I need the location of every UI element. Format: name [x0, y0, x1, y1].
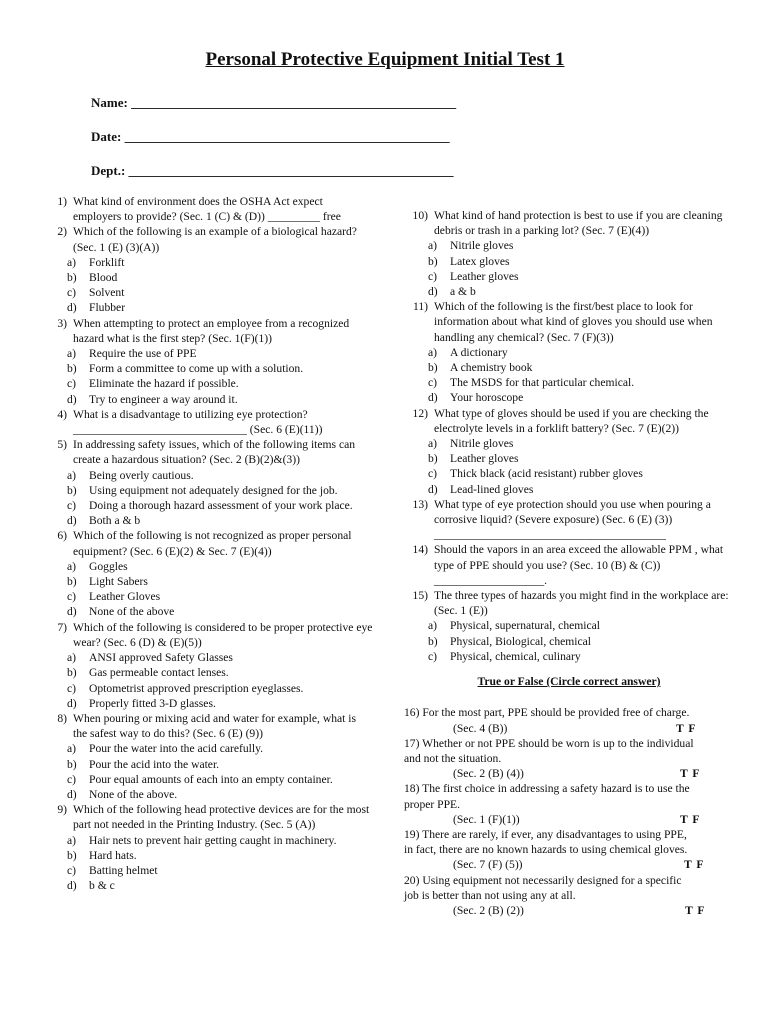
option-letter: b) — [67, 848, 77, 862]
true-false-choice[interactable]: T F — [680, 767, 701, 781]
true-false-choice[interactable]: T F — [684, 858, 705, 872]
option-letter: a) — [67, 347, 77, 361]
answer-option[interactable] — [428, 345, 734, 360]
left-question-column — [43, 194, 373, 893]
option-text: Thick black (acid resistant) rubber gloves — [450, 467, 643, 481]
option-letter: d) — [67, 696, 77, 710]
question-item — [43, 194, 373, 224]
statement-text: 20) Using equipment not necessarily designed for a specific — [404, 873, 682, 887]
option-text: Doing a thorough hazard assessment of your work place. — [89, 499, 353, 513]
option-text: Lead-lined gloves — [450, 482, 534, 496]
option-text: Physical, chemical, culinary — [450, 649, 581, 663]
statement-text: 17) Whether or not PPE should be worn is up to the individual — [404, 736, 694, 750]
answer-option[interactable] — [67, 285, 373, 300]
option-text: Latex gloves — [450, 254, 510, 268]
option-letter: c) — [428, 467, 438, 481]
answer-option[interactable] — [428, 254, 734, 269]
option-letter: d) — [428, 285, 438, 299]
question-number: 8) — [57, 711, 67, 725]
answer-option[interactable] — [67, 513, 373, 528]
section-reference: (Sec. 2 (B) (2)) — [453, 903, 524, 917]
answer-option[interactable] — [67, 665, 373, 680]
true-false-item — [404, 781, 734, 827]
answer-option[interactable] — [67, 392, 373, 407]
option-letter: a) — [67, 651, 77, 665]
answer-option[interactable] — [428, 618, 734, 633]
option-letter: c) — [67, 590, 77, 604]
option-letter: c) — [67, 499, 77, 513]
option-letter: b) — [67, 271, 77, 285]
answer-option[interactable] — [67, 833, 373, 848]
option-letter: a) — [428, 345, 438, 359]
answer-option[interactable] — [67, 300, 373, 315]
section-reference: (Sec. 4 (B)) — [453, 721, 508, 735]
option-letter: a) — [67, 742, 77, 756]
option-text: Optometrist approved prescription eyeglasses. — [89, 681, 304, 695]
question-item — [43, 224, 373, 254]
answer-option[interactable] — [428, 284, 734, 299]
question-text: What is a disadvantage to utilizing eye protection? ______________________________ (Sec. 6 (E)(11)) — [73, 407, 323, 437]
option-text: b & c — [89, 879, 115, 893]
true-false-section — [404, 705, 734, 918]
answer-option[interactable] — [67, 559, 373, 574]
question-text: When attempting to protect an employee from a recognized hazard what is the first step? (Sec. 1(F)(1)) — [73, 316, 350, 345]
answer-option[interactable] — [67, 483, 373, 498]
option-letter: d) — [67, 787, 77, 801]
answer-option[interactable] — [67, 787, 373, 802]
option-text: Hair nets to prevent hair getting caught in machinery. — [89, 833, 337, 847]
answer-option[interactable] — [67, 696, 373, 711]
option-letter: a) — [67, 255, 77, 269]
answer-option[interactable] — [67, 878, 373, 893]
option-text: Properly fitted 3-D glasses. — [89, 696, 216, 710]
option-text: Pour the acid into the water. — [89, 757, 220, 771]
option-letter: c) — [67, 863, 77, 877]
option-text: ANSI approved Safety Glasses — [89, 651, 233, 665]
option-text: Gas permeable contact lenses. — [89, 666, 229, 680]
option-text: Flubber — [89, 301, 126, 315]
option-letter: b) — [428, 361, 438, 375]
question-item — [404, 299, 734, 345]
answer-option[interactable] — [67, 346, 373, 361]
option-text: Both a & b — [89, 514, 141, 528]
option-letter: b) — [428, 634, 438, 648]
question-item — [404, 406, 734, 436]
question-text: Which of the following head protective devices are for the most part not needed in the Printing Industry. (Sec. 5 (A)) — [73, 803, 370, 832]
question-number: 15) — [412, 589, 428, 603]
option-letter: b) — [67, 757, 77, 771]
option-letter: a) — [67, 833, 77, 847]
option-letter: a) — [67, 468, 77, 482]
option-text: Require the use of PPE — [89, 347, 197, 361]
option-letter: d) — [67, 879, 77, 893]
option-text: Leather Gloves — [89, 590, 161, 604]
question-item — [404, 497, 734, 543]
answer-option[interactable] — [428, 375, 734, 390]
question-number: 12) — [412, 406, 428, 420]
right-question-column — [404, 208, 734, 918]
option-text: Your horoscope — [450, 391, 524, 405]
question-text: What kind of environment does the OSHA Act expect employers to provide? (Sec. 1 (C) & (D)) _________ free — [73, 195, 341, 224]
option-text: Pour equal amounts of each into an empty container. — [89, 772, 333, 786]
question-number: 1) — [57, 195, 67, 208]
option-text: Solvent — [89, 286, 125, 300]
question-number: 3) — [57, 316, 67, 330]
question-item — [404, 588, 734, 618]
option-letter: a) — [428, 619, 438, 633]
question-text: What kind of hand protection is best to use if you are cleaning debris or trash in a parking lot? (Sec. 7 (E)(4)) — [434, 209, 723, 238]
answer-option[interactable] — [428, 360, 734, 375]
question-number: 5) — [57, 438, 67, 452]
option-letter: c) — [67, 377, 77, 391]
answer-option[interactable] — [67, 376, 373, 391]
name-field[interactable]: Name: __________________________________________________ — [91, 95, 457, 110]
question-text: Which of the following is not recognized as proper personal equipment? (Sec. 6 (E)(2) & Sec. 7 (E)(4)) — [73, 529, 352, 558]
option-text: a & b — [450, 285, 476, 299]
option-text: Pour the water into the acid carefully. — [89, 742, 264, 756]
option-text: Blood — [89, 271, 118, 285]
statement-text: 19) There are rarely, if ever, any disadvantages to using PPE, — [404, 827, 687, 841]
answer-option[interactable] — [67, 574, 373, 589]
statement-text: 18) The first choice in addressing a safety hazard is to use the — [404, 782, 690, 796]
option-text: A chemistry book — [450, 361, 533, 375]
answer-option[interactable] — [67, 604, 373, 619]
option-text: Form a committee to come up with a solution. — [89, 362, 304, 376]
question-number: 14) — [412, 543, 428, 557]
option-text: A dictionary — [450, 345, 508, 359]
section-reference: (Sec. 7 (F) (5)) — [453, 858, 523, 872]
question-item — [43, 620, 373, 650]
true-false-item — [404, 736, 734, 782]
date-field[interactable]: Date: __________________________________________________ — [91, 129, 450, 144]
answer-option[interactable] — [428, 451, 734, 466]
statement-text: 16) For the most part, PPE should be provided free of charge. — [404, 706, 690, 720]
option-letter: c) — [428, 376, 438, 390]
option-letter: d) — [428, 482, 438, 496]
option-text: None of the above. — [89, 787, 178, 801]
option-letter: c) — [428, 649, 438, 663]
question-text: What type of gloves should be used if you are checking the electrolyte levels in a forklift battery? (Sec. 7 (E)(2)) — [434, 406, 709, 435]
answer-option[interactable] — [428, 390, 734, 405]
true-false-choice[interactable]: T F — [676, 721, 697, 735]
statement-text: and not the situation. — [404, 751, 502, 765]
true-false-heading: True or False (Circle correct answer) — [477, 675, 661, 689]
option-letter: a) — [428, 437, 438, 451]
section-reference: (Sec. 1 (F)(1)) — [453, 812, 520, 826]
statement-text: in fact, there are no known hazards to using chemical gloves. — [404, 843, 688, 857]
option-text: Using equipment not adequately designed for the job. — [89, 483, 338, 497]
question-number: 2) — [57, 225, 67, 239]
option-text: Physical, Biological, chemical — [450, 634, 592, 648]
option-text: The MSDS for that particular chemical. — [450, 376, 635, 390]
answer-option[interactable] — [428, 466, 734, 481]
question-text: Which of the following is considered to be proper protective eye wear? (Sec. 6 (D) & (E)(5)) — [73, 620, 373, 649]
true-false-item — [404, 705, 734, 735]
question-item — [43, 437, 373, 467]
option-text: Light Sabers — [89, 575, 148, 589]
option-letter: d) — [67, 392, 77, 406]
answer-option[interactable] — [67, 741, 373, 756]
option-letter: a) — [67, 559, 77, 573]
option-text: Physical, supernatural, chemical — [450, 619, 601, 633]
question-number: 4) — [57, 407, 67, 421]
option-letter: b) — [67, 483, 77, 497]
page-title: Personal Protective Equipment Initial Test 1 — [205, 49, 565, 70]
statement-text: proper PPE. — [404, 797, 461, 811]
answer-option[interactable] — [67, 468, 373, 483]
answer-option[interactable] — [67, 757, 373, 772]
option-letter: d) — [428, 391, 438, 405]
true-false-choice[interactable]: T F — [680, 812, 701, 826]
answer-option[interactable] — [67, 270, 373, 285]
answer-option[interactable] — [67, 589, 373, 604]
option-letter: a) — [428, 239, 438, 253]
option-letter: c) — [67, 772, 77, 786]
question-number: 9) — [57, 803, 67, 817]
answer-option[interactable] — [67, 772, 373, 787]
answer-option[interactable] — [67, 498, 373, 513]
question-number: 10) — [412, 209, 428, 222]
option-text: Eliminate the hazard if possible. — [89, 377, 239, 391]
question-text: What type of eye protection should you use when pouring a corrosive liquid? (Severe exposure) (Sec. 6 (E) (3)) ________________________________________ — [434, 497, 711, 542]
true-false-choice[interactable]: T F — [685, 903, 706, 917]
answer-option[interactable] — [428, 634, 734, 649]
question-number: 11) — [412, 300, 428, 314]
question-item — [43, 407, 373, 437]
option-letter: d) — [67, 605, 77, 619]
option-letter: b) — [428, 254, 438, 268]
question-item — [404, 542, 734, 588]
option-letter: c) — [67, 286, 77, 300]
option-text: Forklift — [89, 255, 125, 269]
option-letter: c) — [428, 269, 438, 283]
answer-option[interactable] — [67, 361, 373, 376]
answer-option[interactable] — [428, 269, 734, 284]
answer-option[interactable] — [428, 649, 734, 664]
option-letter: d) — [67, 301, 77, 315]
option-text: Nitrile gloves — [450, 239, 514, 253]
answer-option[interactable] — [428, 436, 734, 451]
answer-option[interactable] — [428, 238, 734, 253]
question-item — [404, 208, 734, 238]
option-letter: c) — [67, 681, 77, 695]
option-text: Nitrile gloves — [450, 437, 514, 451]
answer-option[interactable] — [67, 650, 373, 665]
question-item — [43, 802, 373, 832]
section-reference: (Sec. 2 (B) (4)) — [453, 767, 524, 781]
question-item — [43, 528, 373, 558]
true-false-item — [404, 873, 734, 919]
question-item — [43, 316, 373, 346]
option-text: None of the above — [89, 605, 175, 619]
answer-option[interactable] — [428, 482, 734, 497]
option-text: Hard hats. — [89, 848, 137, 862]
option-text: Being overly cautious. — [89, 468, 194, 482]
option-letter: b) — [428, 452, 438, 466]
answer-option[interactable] — [67, 848, 373, 863]
option-letter: b) — [67, 362, 77, 376]
question-number: 6) — [57, 529, 67, 543]
option-letter: d) — [67, 514, 77, 528]
true-false-item — [404, 827, 734, 873]
question-number: 13) — [412, 497, 428, 511]
answer-option[interactable] — [67, 863, 373, 878]
statement-text: job is better than not using any at all. — [404, 888, 576, 902]
option-text: Leather gloves — [450, 452, 519, 466]
option-text: Leather gloves — [450, 269, 519, 283]
option-text: Goggles — [89, 559, 128, 573]
option-letter: b) — [67, 575, 77, 589]
question-text: In addressing safety issues, which of the following items can create a hazardous situation? (Sec. 2 (B)(2)&(3)) — [73, 438, 356, 467]
option-letter: b) — [67, 666, 77, 680]
option-text: Batting helmet — [89, 863, 158, 877]
dept-field[interactable]: Dept.: __________________________________________________ — [91, 163, 454, 178]
question-text: When pouring or mixing acid and water for example, what is the safest way to do this? (Sec. 6 (E) (9)) — [73, 711, 356, 741]
question-text: Which of the following is the first/best place to look for information about what kind of gloves you should use when handling any chemical? (Sec. 7 (F)(3)) — [434, 300, 713, 344]
option-text: Try to engineer a way around it. — [89, 392, 238, 406]
question-text: Should the vapors in an area exceed the allowable PPM , what type of PPE should you use? (Sec. 10 (B) & (C)) ___________________. — [434, 543, 724, 587]
question-item — [43, 711, 373, 741]
question-number: 7) — [57, 620, 67, 634]
question-text: Which of the following is an example of a biological hazard? (Sec. 1 (E) (3)(A)) — [73, 225, 357, 254]
answer-option[interactable] — [67, 255, 373, 270]
answer-option[interactable] — [67, 681, 373, 696]
question-text: The three types of hazards you might find in the workplace are: (Sec. 1 (E)) — [434, 589, 729, 618]
